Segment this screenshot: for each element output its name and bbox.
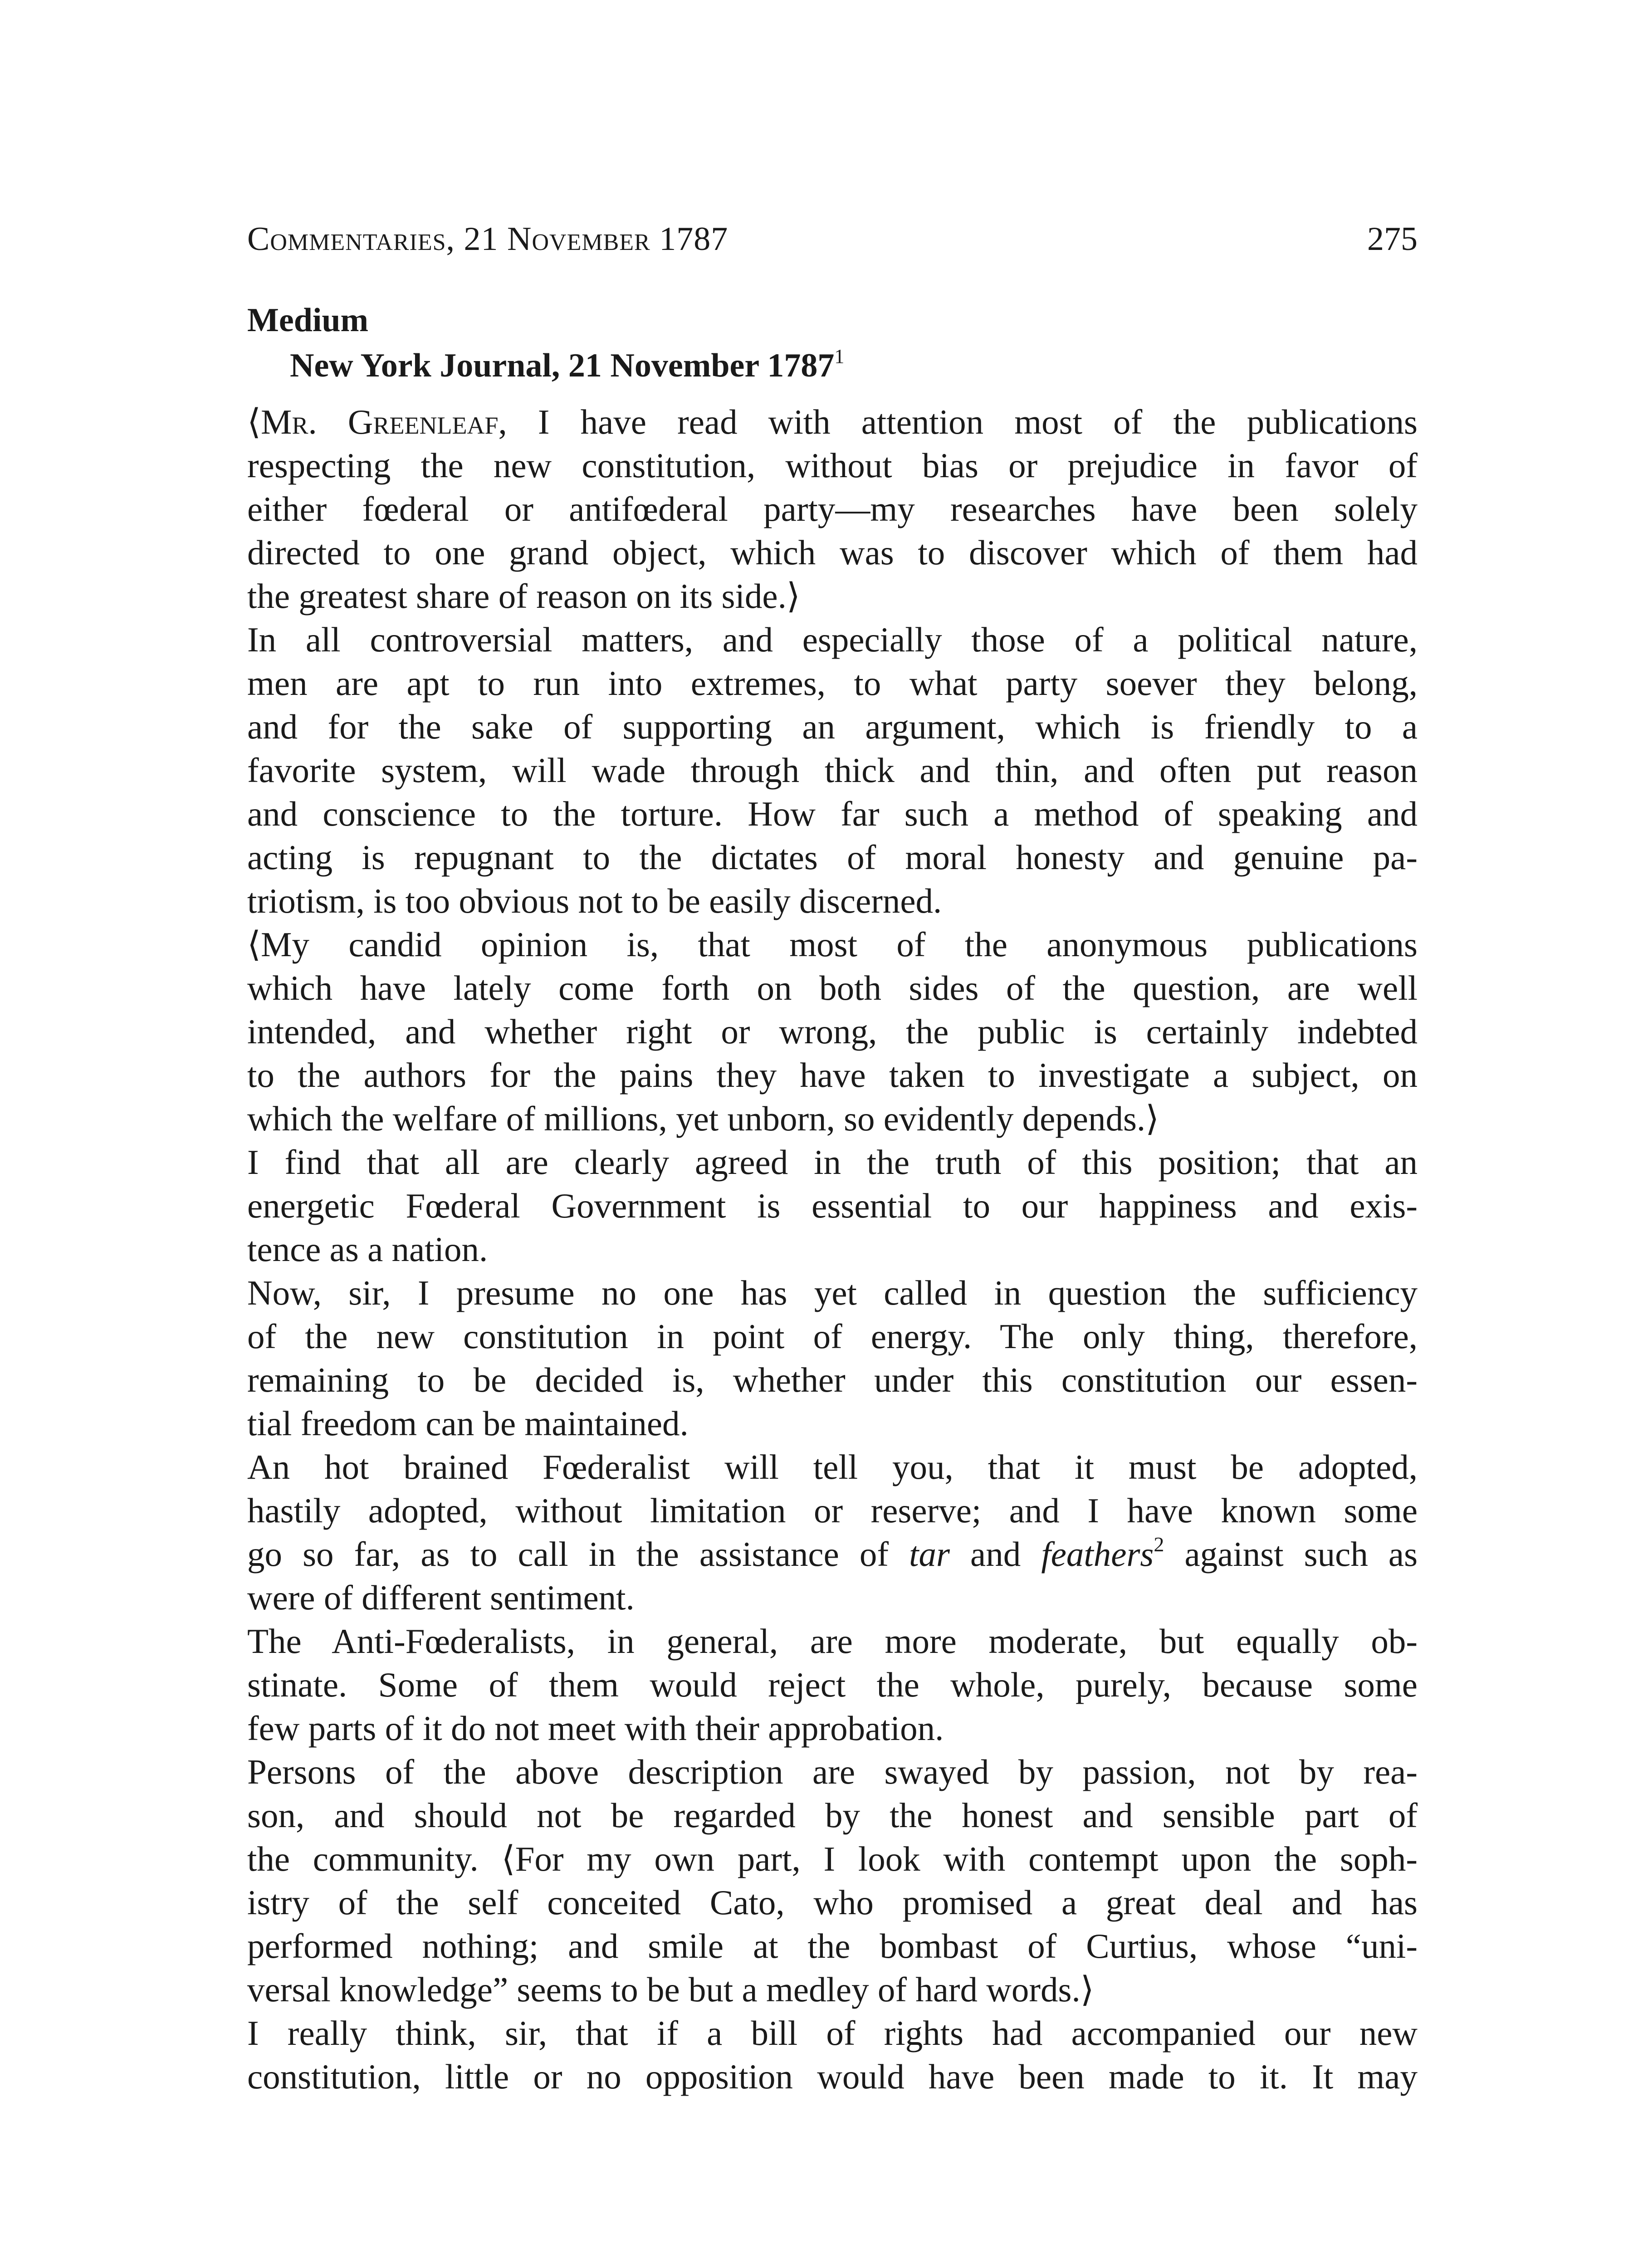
text-line: and for the sake of supporting an argument, which is friendly to a xyxy=(247,707,1418,746)
text-line: triotism, is too obvious not to be easily discerned. xyxy=(247,881,942,920)
text-line: acting is repugnant to the dictates of moral honesty and genuine pa- xyxy=(247,838,1418,877)
text-line: An hot brained Fœderalist will tell you, that it must be adopted, xyxy=(247,1447,1418,1486)
text-line: favorite system, will wade through thick and thin, and often put reason xyxy=(247,751,1418,790)
text-line: energetic Fœderal Government is essential to our happiness and exis- xyxy=(247,1186,1418,1225)
paragraph xyxy=(247,1271,1418,1445)
document-page xyxy=(247,222,1418,2098)
article-source xyxy=(290,343,1418,388)
paragraph xyxy=(247,1750,1418,2011)
text-line: constitution, little or no opposition would have been made to it. It may xyxy=(247,2057,1418,2096)
paragraph xyxy=(247,2011,1418,2098)
text-line: the greatest share of reason on its side.⟩ xyxy=(247,577,800,616)
text-line: respecting the new constitution, without bias or prejudice in favor of xyxy=(247,446,1418,485)
text-line: few parts of it do not meet with their approbation. xyxy=(247,1709,944,1748)
footnote-marker-2: 2 xyxy=(1154,1533,1164,1556)
running-head-title: Commentaries, 21 November 1787 xyxy=(247,220,728,258)
text-fragment: go so far, as to call in the assistance of xyxy=(247,1535,889,1574)
text-line: stinate. Some of them would reject the whole, purely, because some xyxy=(247,1665,1418,1704)
paragraph xyxy=(247,400,1418,618)
article-source-text: New York Journal, 21 November 1787 xyxy=(290,347,835,384)
text-line: I find that all are clearly agreed in the truth of this position; that an xyxy=(247,1143,1418,1182)
text-line: directed to one grand object, which was to discover which of them had xyxy=(247,533,1418,572)
text-line: to the authors for the pains they have taken to investigate a subject, on xyxy=(247,1056,1418,1095)
text-line: men are apt to run into extremes, to what party soever they belong, xyxy=(247,664,1418,703)
addressee: Mr. Greenleaf, xyxy=(261,402,507,441)
page-number: 275 xyxy=(1367,220,1418,258)
text-line: The Anti-Fœderalists, in general, are more moderate, but equally ob- xyxy=(247,1622,1418,1661)
text-line xyxy=(247,1532,1418,1576)
italic-term-tar: tar xyxy=(909,1535,950,1574)
text-fragment: and xyxy=(970,1535,1021,1574)
text-line: remaining to be decided is, whether under this constitution our essen- xyxy=(247,1360,1418,1399)
article-body xyxy=(247,400,1418,2098)
text-line: In all controversial matters, and especially those of a political nature, xyxy=(247,620,1418,659)
text-line: ⟨My candid opinion is, that most of the anonymous publications xyxy=(247,925,1418,964)
paragraph xyxy=(247,618,1418,923)
text-line: istry of the self conceited Cato, who promised a great deal and has xyxy=(247,1883,1418,1922)
text-line: ⟨Mr. Greenleaf, I have read with attention most of the publications xyxy=(247,402,1418,441)
text-line: I really think, sir, that if a bill of rights had accompanied our new xyxy=(247,2014,1418,2053)
text-line: tial freedom can be maintained. xyxy=(247,1404,689,1443)
text-line: which the welfare of millions, yet unborn, so evidently depends.⟩ xyxy=(247,1099,1159,1138)
paragraph xyxy=(247,1445,1418,1619)
footnote-marker-1: 1 xyxy=(834,345,845,367)
text-line: Now, sir, I presume no one has yet called in question the sufficiency xyxy=(247,1273,1418,1312)
text-line: were of different sentiment. xyxy=(247,1578,635,1617)
text-line: intended, and whether right or wrong, the public is certainly indebted xyxy=(247,1012,1418,1051)
text-line: which have lately come forth on both sides of the question, are well xyxy=(247,968,1418,1007)
text-line: and conscience to the torture. How far such a method of speaking and xyxy=(247,794,1418,833)
text-line: son, and should not be regarded by the honest and sensible part of xyxy=(247,1796,1418,1835)
running-head xyxy=(247,222,1418,256)
text-line: hastily adopted, without limitation or reserve; and I have known some xyxy=(247,1491,1418,1530)
paragraph xyxy=(247,923,1418,1140)
text-line: of the new constitution in point of energy. The only thing, therefore, xyxy=(247,1317,1418,1356)
article-heading: Medium xyxy=(247,302,369,339)
text-line: the community. ⟨For my own part, I look with contempt upon the soph- xyxy=(247,1839,1418,1878)
text-line: tence as a nation. xyxy=(247,1230,488,1269)
text-line: performed nothing; and smile at the bombast of Curtius, whose “uni- xyxy=(247,1926,1418,1965)
paragraph xyxy=(247,1619,1418,1750)
text-line: either fœderal or antifœderal party—my researches have been solely xyxy=(247,489,1418,528)
text-line: versal knowledge” seems to be but a medley of hard words.⟩ xyxy=(247,1970,1094,2009)
text-fragment: against such as xyxy=(1184,1535,1418,1574)
text-line: Persons of the above description are swayed by passion, not by rea- xyxy=(247,1752,1418,1791)
paragraph xyxy=(247,1140,1418,1271)
italic-term-feathers: feathers xyxy=(1041,1535,1154,1574)
